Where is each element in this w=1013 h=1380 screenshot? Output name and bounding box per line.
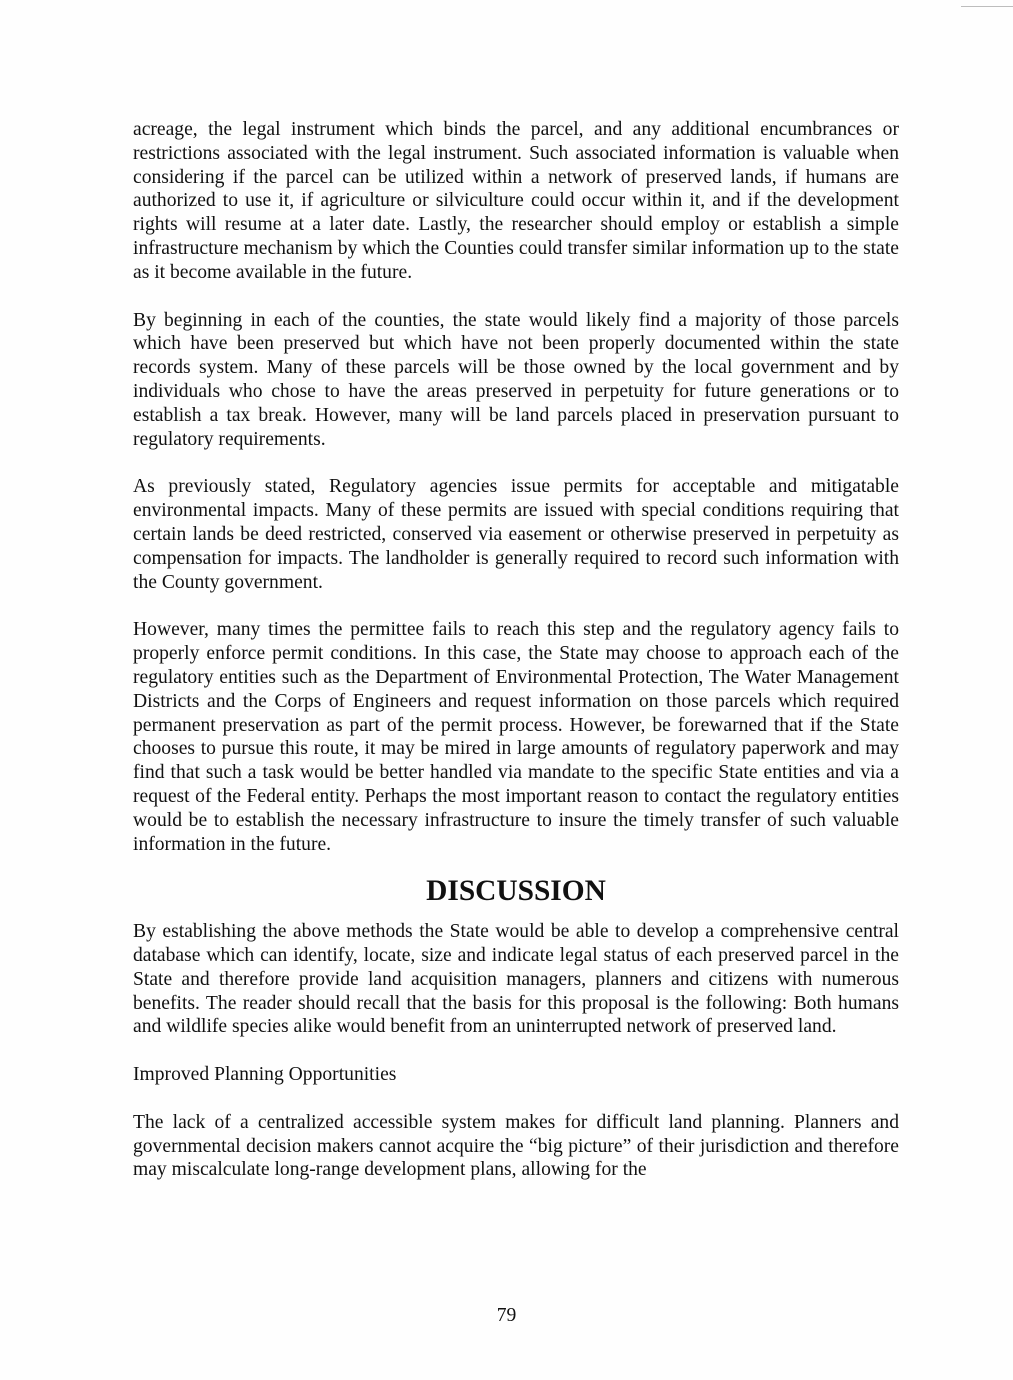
paragraph-counties: By beginning in each of the counties, the state would likely find a majority of those parcels which have been preserved but which have not been properly documented within the state records system. Many of these parcels will be those owned by the local government and by individuals who chose to have the areas preserved in perpetuity for future generations or to establish a tax break. However, many will be land parcels placed in preservation pursuant to regulatory requirements.: [133, 309, 899, 450]
body-text: [133, 118, 899, 1206]
page-number: 79: [496, 1305, 517, 1326]
subheading-improved-planning: Improved Planning Opportunities: [133, 1064, 397, 1086]
paragraph-discussion: By establishing the above methods the State would be able to develop a comprehensive central database which can identify, locate, size and indicate legal status of each preserved parcel in the State and therefore provide land acquisition managers, planners and citizens with numerous benefits. The reader should recall that the basis for this proposal is the following: Both humans and wildlife species alike would benefit from an uninterrupted network of preserved land.: [133, 921, 899, 1038]
paragraph-acreage: acreage, the legal instrument which binds the parcel, and any additional encumbrances or restrictions associated with the legal instrument. Such associated information is valuable when considering if the parcel can be utilized within a network of preserved lands, if humans are authorized to use it, if agriculture or silviculture could occur within it, and if the development rights will resume at a later date. Lastly, the researcher should employ or establish a simple infrastructure mechanism by which the Counties could transfer similar information up to the state as it become available in the future.: [133, 119, 899, 283]
section-heading-discussion: DISCUSSION: [426, 875, 606, 908]
scan-edge-mark: [961, 6, 1013, 7]
paragraph-permittee: However, many times the permittee fails to reach this step and the regulatory agency fails to properly enforce permit conditions. In this case, the State may choose to approach each of the regulatory entities such as the Department of Environmental Protection, The Water Management Districts and the Corps of Engineers and request information on those parcels which required permanent preservation as part of the permit process. However, be forewarned that if the State chooses to pursue this route, it may be mired in large amounts of regulatory paperwork and may find that such a task would be better handled via mandate to the specific State entities and via a request of the Federal entity. Perhaps the most important reason to contact the regulatory entities would be to establish the necessary infrastructure to insure the timely transfer of such valuable information in the future.: [133, 619, 899, 855]
paragraph-regulatory-agencies: As previously stated, Regulatory agencies issue permits for acceptable and mitigatable environmental impacts. Many of these permits are issued with special conditions requiring that certain lands be deed restricted, conserved via easement or otherwise preserved in perpetuity as compensation for impacts. The landholder is generally required to record such information with the County government.: [133, 476, 899, 593]
paragraph-land-planning: The lack of a centralized accessible system makes for difficult land planning. Planners and governmental decision makers cannot acquire the “big picture” of their jurisdiction and therefore may miscalculate long-range development plans, allowing for the: [133, 1111, 899, 1181]
